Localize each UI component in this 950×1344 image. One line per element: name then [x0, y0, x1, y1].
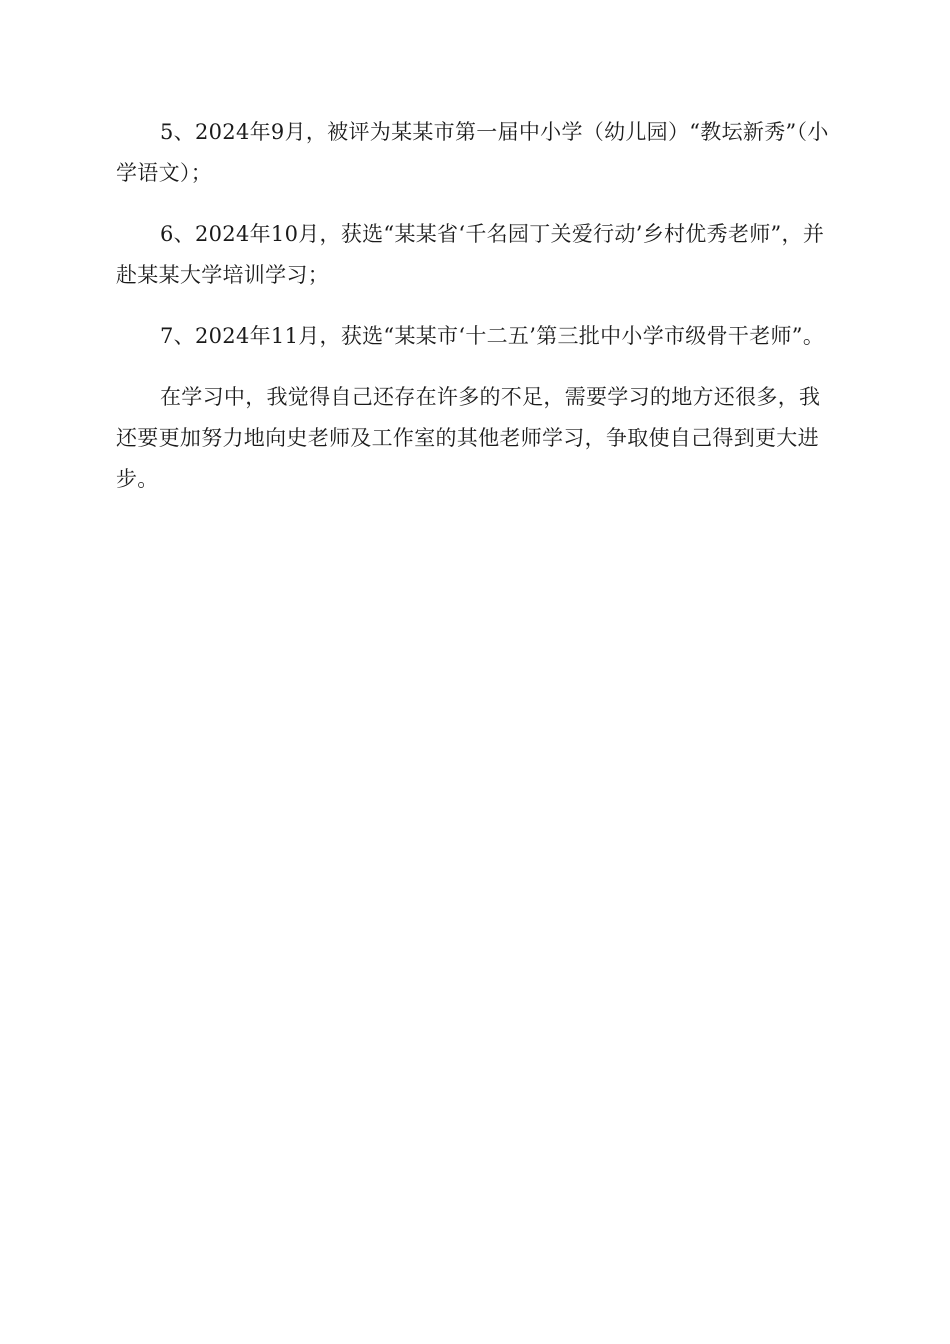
paragraph-reflection: 在学习中，我觉得自己还存在许多的不足，需要学习的地方还很多，我还要更加努力地向史老师及工作室的其他老师学习，争取使自己得到更大进步。: [116, 385, 821, 491]
document-body: [116, 112, 836, 520]
paragraph-achievement-6: 6、2024年10月，获选“某某省‘千名园丁关爱行动’乡村优秀老师”，并赴某某大学培训学习；: [116, 222, 825, 287]
paragraph-achievement-5: 5、2024年9月，被评为某某市第一届中小学（幼儿园）“教坛新秀”（小学语文）；: [116, 120, 829, 185]
paragraph-achievement-7: 7、2024年11月，获选“某某市‘十二五’第三批中小学市级骨干老师”。: [160, 324, 825, 348]
